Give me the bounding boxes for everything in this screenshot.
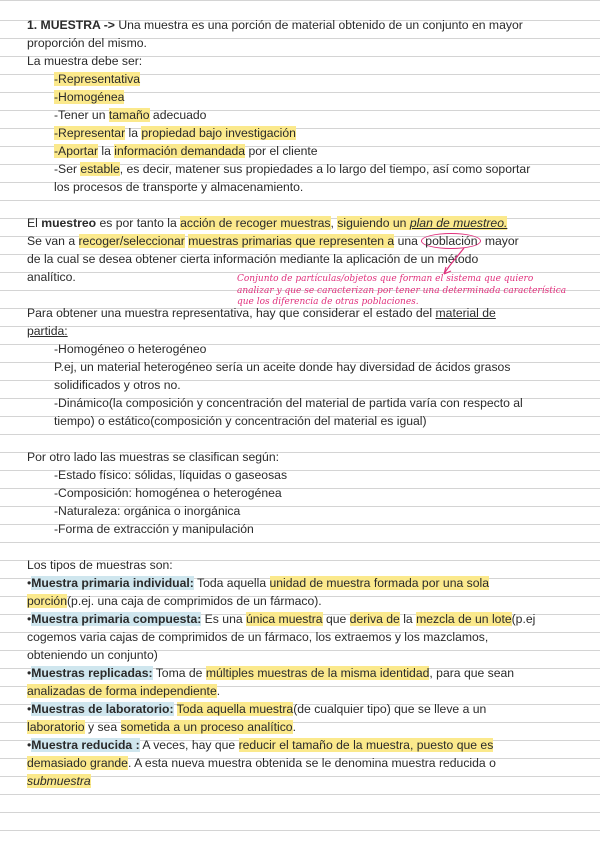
section2-line2: Se van a recoger/seleccionar muestras primarias que representen a una población mayor <box>27 234 519 248</box>
notes-content <box>27 16 582 790</box>
section2-line3: de la cual se desea obtener cierta información mediante la aplicación de un método <box>27 252 479 266</box>
section1-heading: 1. MUESTRA -> <box>27 18 119 32</box>
sample-type-cont: porción(p.ej. una caja de comprimidos de un fármaco). <box>27 594 322 608</box>
section2-line1: El muestreo es por tanto la acción de recoger muestras, siguiendo un plan de muestreo. <box>27 216 508 230</box>
classification-item: -Estado físico: sólidas, líquidas o gaseosas <box>54 468 288 482</box>
sample-type-replicated: •Muestras replicadas: Toma de múltiples muestras de la misma identidad, para que sean <box>27 666 515 680</box>
section4-intro: Por otro lado las muestras se clasifican según: <box>27 450 279 464</box>
sample-type-laboratory: •Muestras de laboratorio: Toda aquella muestra(de cualquier tipo) que se lleve a un <box>27 702 487 716</box>
bullet: • <box>27 666 32 680</box>
material-item-cont: tiempo) o estático(composición y concentración del material es igual) <box>54 414 427 428</box>
blank-line <box>27 196 582 214</box>
sample-type-cont: demasiado grande. A esta nueva muestra obtenida se le denomina muestra reducida o <box>27 756 496 770</box>
bullet: • <box>27 576 32 590</box>
handwritten-note-line3: que los diferencia de otras poblaciones. <box>237 297 419 307</box>
material-item: -Homogéneo o heterogéneo <box>54 342 207 356</box>
material-item: -Dinámico(la composición y concentración del material de partida varía con respecto al <box>54 396 523 410</box>
material-item: P.ej, un material heterogéneo sería un aceite donde hay diversidad de ácidos grasos <box>54 360 511 374</box>
requirement-item: -Representativa <box>54 72 141 86</box>
sample-type-reduced: •Muestra reducida : A veces, hay que reducir el tamaño de la muestra, puesto que es <box>27 738 494 752</box>
handwritten-note-line2: analizar y que se caracterizan por tener una determinada característica <box>237 286 567 296</box>
bullet: • <box>27 702 32 716</box>
requirement-item: -Homogénea <box>54 90 125 104</box>
sample-type-cont: analizadas de forma independiente. <box>27 684 221 698</box>
classification-item: -Composición: homogénea o heterogénea <box>54 486 282 500</box>
section3-line2: partida: <box>27 324 68 338</box>
sample-type-primary-individual: •Muestra primaria individual: Toda aquella unidad de muestra formada por una sola <box>27 576 490 590</box>
section1-line2: proporción del mismo. <box>27 36 147 50</box>
blank-line <box>27 538 582 556</box>
bullet: • <box>27 738 32 752</box>
requirement-item: -Ser estable, es decir, matener sus propiedades a lo largo del tiempo, así como soportar <box>54 162 531 176</box>
requirement-item: -Representar la propiedad bajo investigación <box>54 126 296 140</box>
sample-type-primary-composite: •Muestra primaria compuesta: Es una única muestra que deriva de la mezcla de un lote(p.ej <box>27 612 536 626</box>
sample-type-cont: submuestra <box>27 774 91 788</box>
sample-type-cont: cogemos varia cajas de comprimidos de un fármaco, los extraemos y los mazclamos, <box>27 630 489 644</box>
material-item-cont: solidificados y otros no. <box>54 378 181 392</box>
section3-line1: Para obtener una muestra representativa, hay que considerar el estado del material de <box>27 306 496 320</box>
section1-line1: 1. MUESTRA -> Una muestra es una porción de material obtenido de un conjunto en mayor <box>27 18 523 32</box>
handwritten-note-line1: Conjunto de partículas/objetos que forman el sistema que quiero <box>237 274 534 284</box>
section2-line4: analítico. <box>27 270 76 284</box>
section1-must-be: La muestra debe ser: <box>27 54 143 68</box>
requirement-item-cont: los procesos de transporte y almacenamiento. <box>54 180 304 194</box>
bullet: • <box>27 612 32 626</box>
classification-item: -Forma de extracción y manipulación <box>54 522 254 536</box>
section5-intro: Los tipos de muestras son: <box>27 558 173 572</box>
sample-type-cont: laboratorio y sea sometida a un proceso analítico. <box>27 720 296 734</box>
requirement-item: -Tener un tamaño adecuado <box>54 108 207 122</box>
sample-type-cont: obteniendo un conjunto) <box>27 648 158 662</box>
requirement-item: -Aportar la información demandada por el cliente <box>54 144 318 158</box>
classification-item: -Naturaleza: orgánica o inorgánica <box>54 504 241 518</box>
blank-line <box>27 430 582 448</box>
poblacion-circled: población <box>421 233 481 249</box>
